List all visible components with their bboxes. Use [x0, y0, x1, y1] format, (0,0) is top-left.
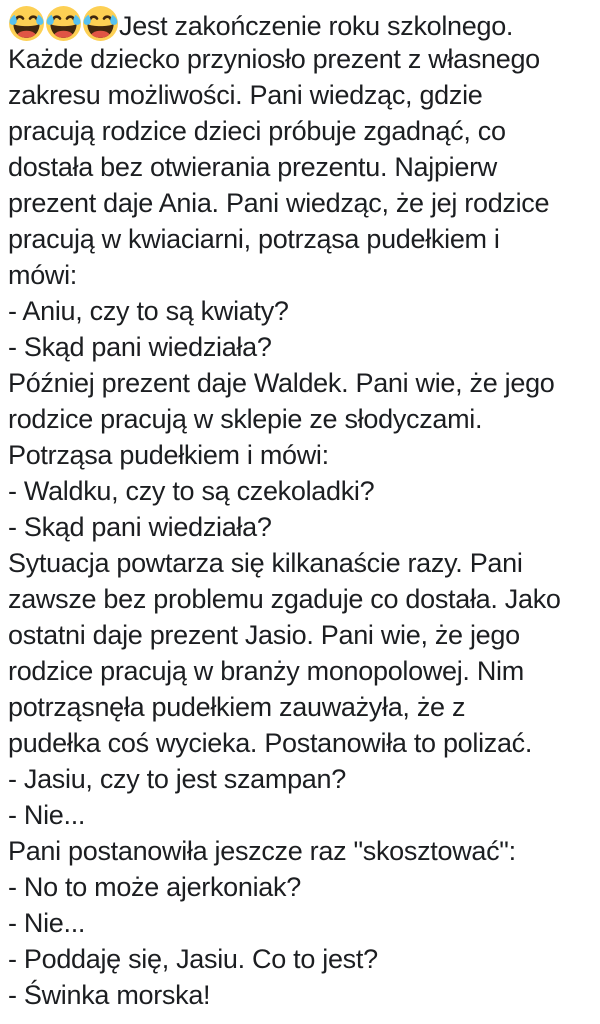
post-text-line: - Aniu, czy to są kwiaty?	[8, 296, 289, 326]
post-text-line: - Jasiu, czy to jest szampan?	[8, 764, 346, 794]
post-text-line: - Skąd pani wiedziała?	[8, 332, 272, 362]
post-text-line: - Nie...	[8, 908, 86, 938]
post-text-line: rodzice pracują w branży monopolowej. Nim	[8, 656, 524, 686]
tears-of-joy-emoji-icon	[45, 5, 82, 42]
post-text-line: zawsze bez problemu zgaduje co dostała. Jako	[8, 584, 561, 614]
tears-of-joy-emoji-icon	[8, 5, 45, 42]
post-text-line: potrząsnęła pudełkiem zauważyła, że z	[8, 692, 466, 722]
post-text-line: - No to może ajerkoniak?	[8, 872, 301, 902]
post-text-line: - Świnka morska!	[8, 980, 211, 1010]
post-text-line: - Nie...	[8, 800, 86, 830]
post-text-line: Później prezent daje Waldek. Pani wie, że jego	[8, 368, 555, 398]
post-text-line: Pani postanowiła jeszcze raz "skosztować":	[8, 836, 516, 866]
post-text-line: rodzice pracują w sklepie ze słodyczami.	[8, 404, 483, 434]
tears-of-joy-emoji-icon	[82, 5, 119, 42]
post-text-line: pudełka coś wycieka. Postanowiła to polizać.	[8, 728, 533, 758]
post-text-line: dostała bez otwierania prezentu. Najpierw	[8, 152, 497, 182]
post-text-line: pracują w kwiaciarni, potrząsa pudełkiem i	[8, 224, 500, 254]
post-text-line: zakresu możliwości. Pani wiedząc, gdzie	[8, 80, 483, 110]
post-text-line	[8, 5, 592, 41]
post-text-line: - Waldku, czy to są czekoladki?	[8, 476, 375, 506]
post-text-line: - Skąd pani wiedziała?	[8, 512, 272, 542]
post-text-line: Sytuacja powtarza się kilkanaście razy. Pani	[8, 548, 523, 578]
post-text-line: prezent daje Ania. Pani wiedząc, że jej rodzice	[8, 188, 550, 218]
post-text-line: Każde dziecko przyniosło prezent z własnego	[8, 44, 540, 74]
post-text-line: - Poddaję się, Jasiu. Co to jest?	[8, 944, 378, 974]
post-text-line: Potrząsa pudełkiem i mówi:	[8, 440, 329, 470]
post-text-line: pracują rodzice dzieci próbuje zgadnąć, co	[8, 116, 506, 146]
post-text-line: ostatni daje prezent Jasio. Pani wie, że jego	[8, 620, 520, 650]
post-text-line: mówi:	[8, 260, 78, 290]
post-text: Jest zakończenie roku szkolnego.	[119, 11, 514, 41]
